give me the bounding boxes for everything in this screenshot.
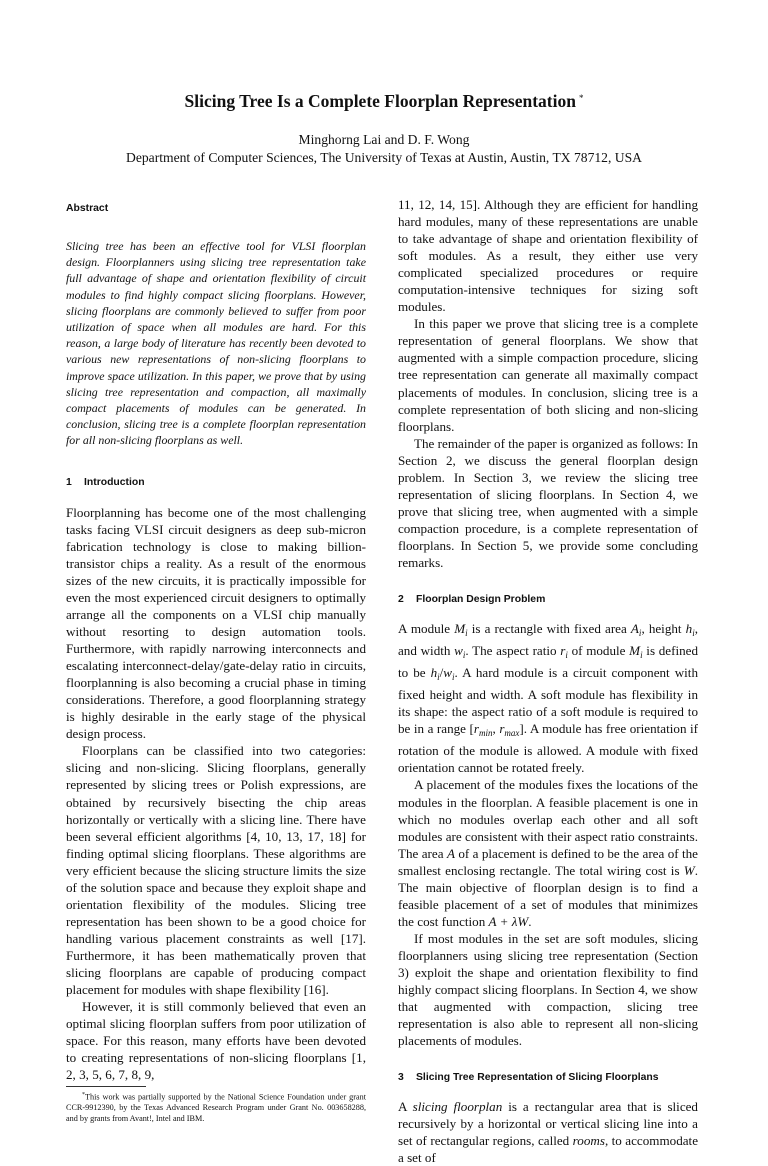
abstract-heading: Abstract xyxy=(66,203,109,214)
left-column xyxy=(66,196,366,1124)
affiliation: Department of Computer Sciences, The University of Texas at Austin, Austin, TX 78712, USA xyxy=(126,150,642,165)
section-title: Introduction xyxy=(84,476,145,488)
intro-paragraph-3: However, it is still commonly believed that even an optimal slicing floorplan suffers from poor utilization of space. For this reason, many efforts have been devoted to creating representations of non-slicing floorplans [1, 2, 3, 5, 6, 7, 8, 9, xyxy=(66,999,366,1083)
intro-paragraph-4: In this paper we prove that slicing tree is a complete representation of general floorplans. We show that augmented with a simple compaction procedure, slicing tree representation can generate all maximally compact placements of modules. In conclusion, slicing tree is a complete representation of both slicing and non-slicing floorplans. xyxy=(398,316,698,434)
sec2-paragraph-3: If most modules in the set are soft modules, slicing floorplanners using slicing tree representation (Section 3) exploit the shape and orientation flexibility to find highly compact slicing floorplans. In Section 4, we show that augmented with compaction, slicing tree representation is also able to represent all non-slicing placements of modules. xyxy=(398,930,698,1049)
intro-paragraph-3-continued: 11, 12, 14, 15]. Although they are efficient for handling hard modules, many of these representations are unable to take advantage of shape and orientation flexibility of soft modules. As a result, they either use very complicated specialized procedures or require computation-intensive techniques for sizing soft modules. xyxy=(398,197,698,315)
footnote-rule xyxy=(66,1086,146,1087)
title-text: Slicing Tree Is a Complete Floorplan Representation xyxy=(184,91,576,111)
abstract-text: Slicing tree has been an effective tool for VLSI floorplan design. Floorplanners using slicing tree representation take full advantage of shape and orientation flexibility of circuit modules to find highly compact slicing floorplans. However, slicing floorplans are commonly believed to suffer from poor utilization of space when all modules are hard. For this reason, a large body of literature has recently been devoted to various new representations of non-slicing floorplans to improve space utilization. In this paper, we prove that by using slicing tree representation and compaction, all maximally compact placements of modules can be generated. In conclusion, slicing tree is a complete floorplan representation for all non-slicing floorplans as well. xyxy=(66,239,366,448)
section-heading-slicing-tree xyxy=(398,1069,698,1086)
intro-paragraph-5: The remainder of the paper is organized as follows: In Section 2, we discuss the general floorplan design problem. In Section 3, we review the slicing tree representation of slicing floorplans. In Section 4, we prove that slicing tree, when augmented with a simple compaction procedure, is a complete representation of floorplans. In Section 5, we provide some concluding remarks. xyxy=(398,435,698,570)
footnote xyxy=(66,1090,366,1124)
sec2-paragraph-2: A placement of the modules fixes the locations of the modules in the floorplan. A feasible placement is one in which no modules overlap each other and all soft modules are consistent with their aspect ratio constraints. The area A of a placement is defined to be the area of the smallest enclosing rectangle. The total wiring cost is W. The main objective of floorplan design is to find a feasible placement of a set of modules that minimizes the cost function A + λW. xyxy=(398,777,698,929)
section-title: Slicing Tree Representation of Slicing Floorplans xyxy=(416,1072,659,1084)
section-title: Floorplan Design Problem xyxy=(416,594,546,606)
section-number: 2 xyxy=(398,594,404,606)
term-rooms: rooms xyxy=(572,1133,605,1149)
intro-paragraph-2: Floorplans can be classified into two categories: slicing and non-slicing. Slicing floorplans, generally represented by slicing trees or Polish expressions, are obtained by recursively bisecting the chip areas horizontally or vertically with a slicing line. There have been several efficient algorithms [4, 10, 13, 17, 18] for finding optimal slicing floorplans. These algorithms are very efficient because the slicing structure limits the size of the solution space and because they exploit shape and orientation flexibility of the modules. Slicing tree representation has been shown to be a good choice for handling various placement constraints as well [17]. Furthermore, it has been mathematically proven that slicing floorplans are capable of producing compact placement for modules with shape flexibility [16]. xyxy=(66,743,366,998)
term-slicing-floorplan: slicing floorplan xyxy=(412,1099,503,1115)
section-number: 3 xyxy=(398,1072,404,1084)
paper-title xyxy=(0,91,768,112)
footnote-text: This work was partially supported by the National Science Foundation under grant CCR-9912390, by the Texas Advanced Research Program under Grant No. 003658288, and by grants from Avant!, Intel and IBM. xyxy=(66,1093,366,1123)
sec2-paragraph-1: A module $M_i$ is a rectangle with fixed area $A_i$, height $h_i$, and width $w_i$. The aspect ratio $r_i$ of module $M_i$ is defined to be $h_i/w_i$. A hard module is a circuit component with fixed height and width. A soft module has flexibility in its shape: the aspect ratio of a soft module is required to be in a range [$r_{min}$, $r_{max}$]. A module has free orientation if rotation of the module is allowed. A module with fixed orientation cannot be rotated freely. xyxy=(398,621,699,776)
intro-paragraph-1: Floorplanning has become one of the most challenging tasks facing VLSI circuit designers as deep sub-micron fabrication technology is close to making billion-transistor chips a reality. As a result of the enormous sizes of the new circuits, it is practically impossible for even the most experienced circuit designers to optimally arrange all the components on a VLSI chip manually without resorting to design automation tools. Furthermore, with rapidly narrowing interconnects and escalating interconnect-delay/gate-delay ratio in circuits, floorplanning is also becoming a crucial phase in timing considerations. Therefore, a good floorplanning strategy is highly desirable in the early stage of the physical design process. xyxy=(66,504,366,742)
title-footnote-mark: * xyxy=(578,93,584,103)
sec3-paragraph-1: A slicing floorplan is a rectangular area that is sliced recursively by a horizontal or vertical slicing line into a set of rectangular regions, called rooms, to accommodate a set of xyxy=(398,1099,699,1166)
section-heading-floorplan-design xyxy=(398,591,698,608)
footnote-mark: * xyxy=(82,1092,85,1099)
right-column xyxy=(398,196,698,1166)
section-heading-introduction xyxy=(66,474,366,491)
section-number: 1 xyxy=(66,476,72,488)
authors: Minghorng Lai and D. F. Wong xyxy=(298,132,470,147)
